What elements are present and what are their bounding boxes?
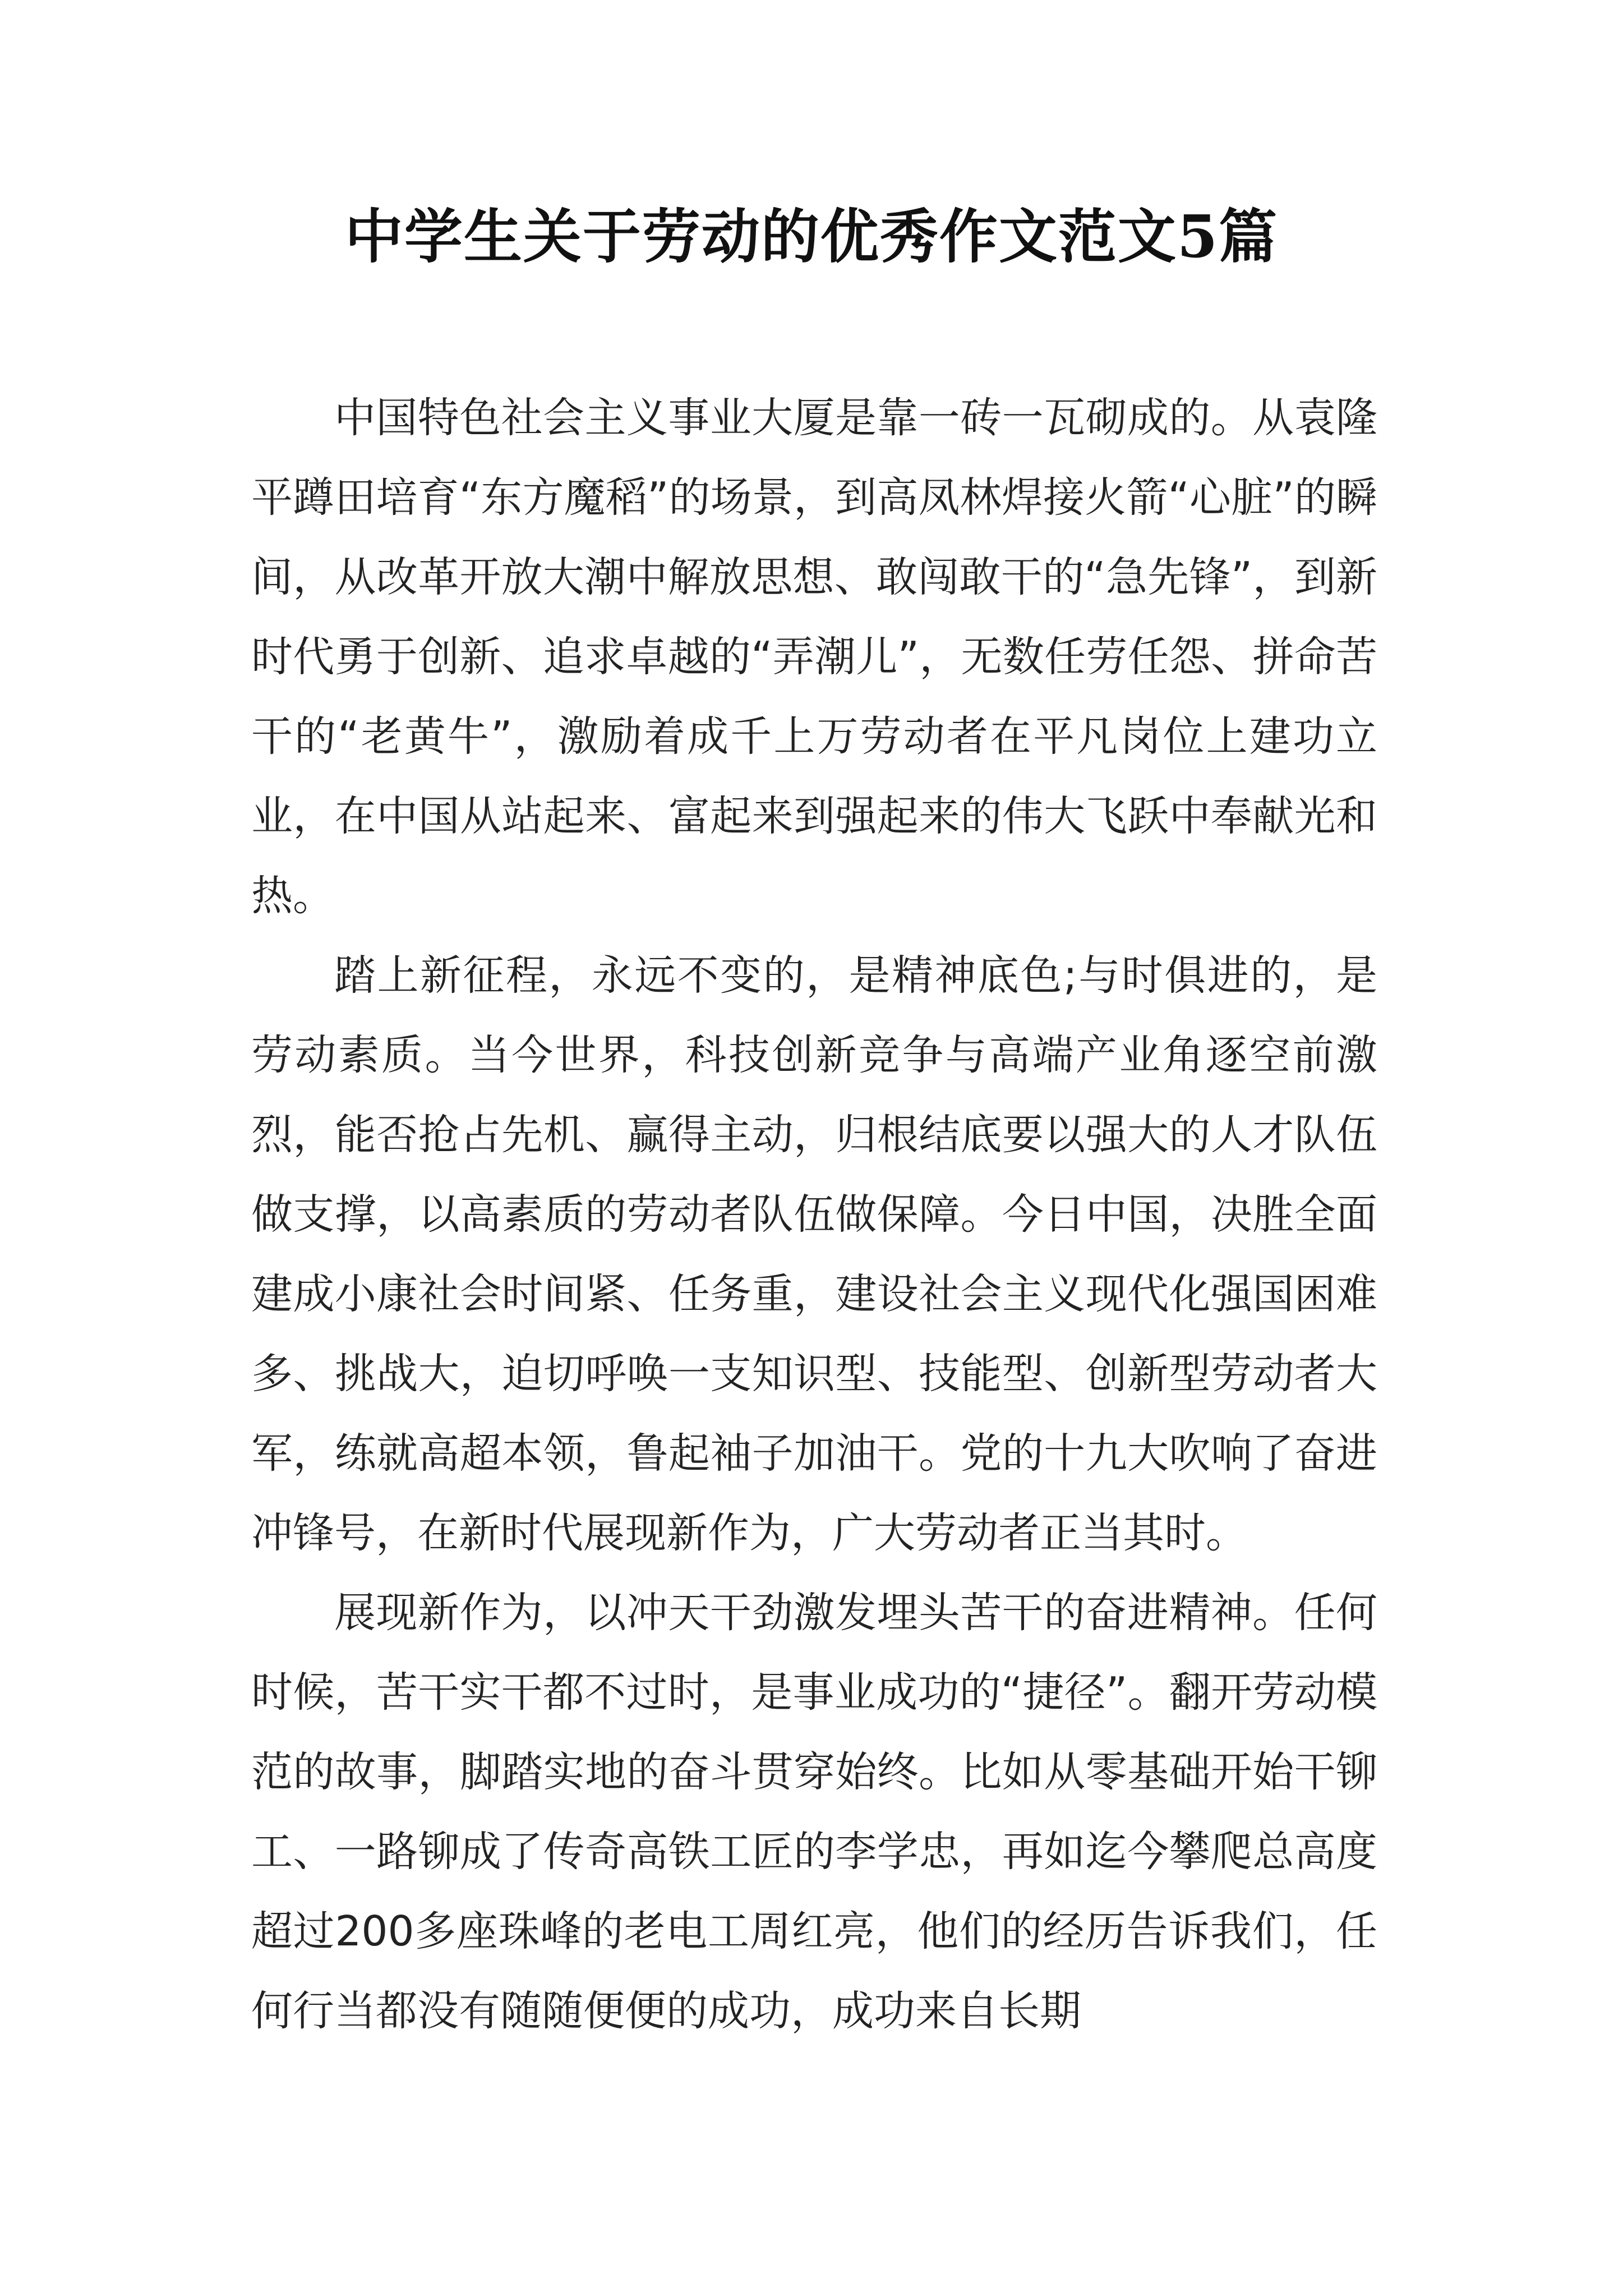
paragraph-2: 踏上新征程，永远不变的，是精神底色;与时俱进的，是劳动素质。当今世界，科技创新竞争与高端产业角逐空前激烈，能否抢占先机、赢得主动，归根结底要以强大的人才队伍做支撑，以高素质的劳动者队伍做保障。今日中国，决胜全面建成小康社会时间紧、任务重，建设社会主义现代化强国困难多、挑战大，迫切呼唤一支知识型、技能型、创新型劳动者大军，练就高超本领，鲁起袖子加油干。党的十九大吹响了奋进冲锋号，在新时代展现新作为，广大劳动者正当其时。 — [251, 951, 1377, 1557]
paragraph-1: 中国特色社会主义事业大厦是靠一砖一瓦砌成的。从袁隆平蹲田培育“东方魔稻”的场景，到高凤林焊接火箭“心脏”的瞬间，从改革开放大潮中解放思想、敢闯敢干的“急先锋”，到新时代勇于创新、追求卓越的“弄潮儿”，无数任劳任怨、拼命苦干的“老黄牛”，激励着成千上万劳动者在平凡岗位上建功立业，在中国从站起来、富起来到强起来的伟大飞跃中奉献光和热。 — [251, 394, 1377, 920]
document-title: 中学生关于劳动的优秀作文范文5篇 — [344, 202, 1279, 271]
document-body — [251, 378, 1377, 2051]
paragraph-3: 展现新作为，以冲天干劲激发埋头苦干的奋进精神。任何时候，苦干实干都不过时，是事业成功的“捷径”。翻开劳动模范的故事，脚踏实地的奋斗贯穿始终。比如从零基础开始干铆工、一路铆成了传奇高铁工匠的李学忠，再如迄今攀爬总高度超过200多座珠峰的老电工周红亮，他们的经历告诉我们，任何行当都没有随随便便的成功，成功来自长期 — [251, 1589, 1377, 2035]
